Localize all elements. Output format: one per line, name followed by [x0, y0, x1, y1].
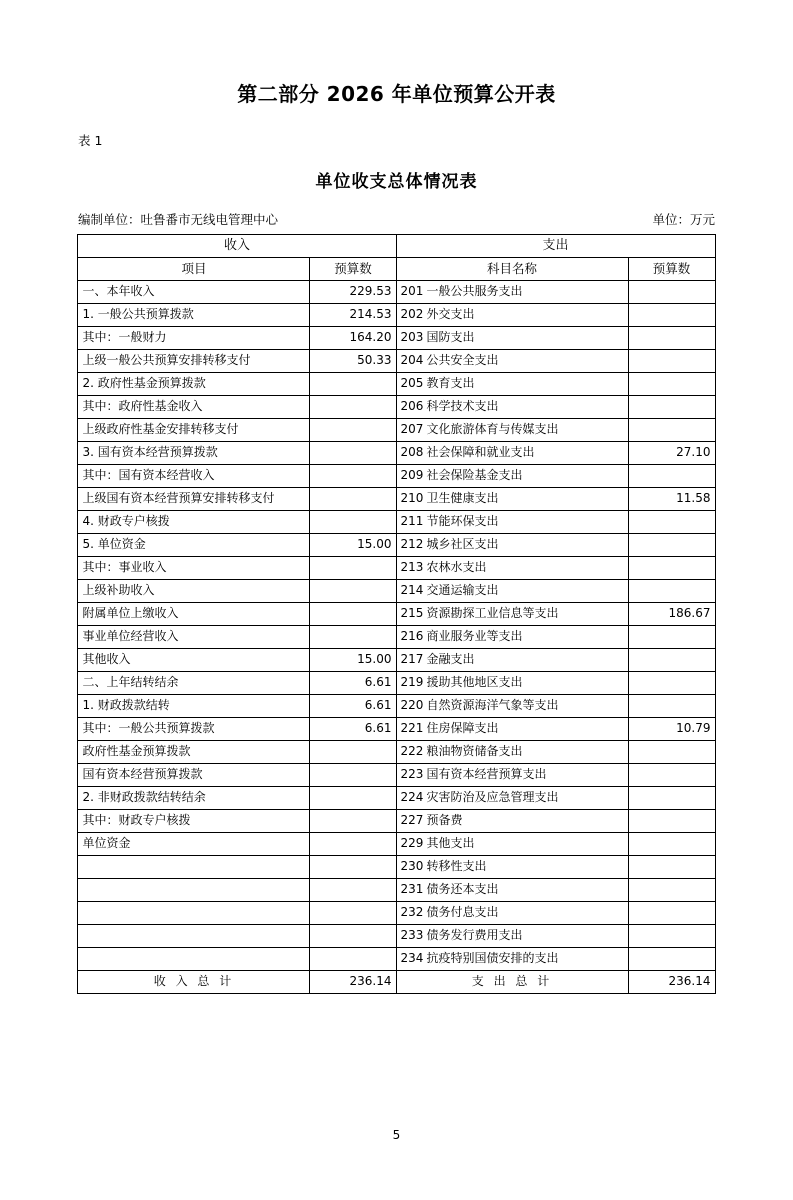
- expenditure-item-code: 215: [400, 606, 424, 621]
- income-item-label: 二、上年结转结余: [78, 672, 310, 695]
- income-item-label: 其中：一般财力: [78, 327, 310, 350]
- expenditure-item-label: [396, 557, 628, 580]
- expenditure-item-value: [628, 557, 715, 580]
- table-row: [78, 580, 715, 603]
- table-row: [78, 718, 715, 741]
- expenditure-item-value: 10.79: [628, 718, 715, 741]
- expenditure-item-name: 城乡社区支出: [426, 537, 499, 552]
- expenditure-item-code: 213: [400, 560, 424, 575]
- expenditure-item-value: 27.10: [628, 442, 715, 465]
- expenditure-item-name: 社会保障和就业支出: [426, 445, 535, 460]
- expenditure-item-code: 219: [400, 675, 424, 690]
- income-item-label: [78, 925, 310, 948]
- income-item-value: [310, 419, 396, 442]
- expenditure-item-label: [396, 879, 628, 902]
- expenditure-item-code: 214: [400, 583, 424, 598]
- income-item-value: 50.33: [310, 350, 396, 373]
- expenditure-item-name: 节能环保支出: [426, 514, 499, 529]
- table-row: [78, 304, 715, 327]
- table-row: [78, 833, 715, 856]
- income-item-value: 15.00: [310, 649, 396, 672]
- expenditure-item-value: 186.67: [628, 603, 715, 626]
- expenditure-item-name: 国有资本经营预算支出: [426, 767, 547, 782]
- expenditure-item-name: 粮油物资储备支出: [426, 744, 523, 759]
- income-item-value: [310, 925, 396, 948]
- income-item-value: [310, 856, 396, 879]
- expenditure-item-label: [396, 603, 628, 626]
- income-item-value: [310, 511, 396, 534]
- table-title: 单位收支总体情况表: [315, 172, 478, 192]
- income-item-label: 其中：财政专户核拨: [78, 810, 310, 833]
- expenditure-item-label: [396, 465, 628, 488]
- expenditure-item-name: 外交支出: [426, 307, 475, 322]
- expenditure-item-label: [396, 856, 628, 879]
- expenditure-item-value: [628, 787, 715, 810]
- expenditure-item-value: [628, 626, 715, 649]
- expenditure-item-code: 232: [400, 905, 424, 920]
- income-item-value: [310, 373, 396, 396]
- expenditure-item-code: 201: [400, 284, 424, 299]
- table-row: [78, 465, 715, 488]
- expenditure-item-value: [628, 281, 715, 304]
- income-item-value: 6.61: [310, 695, 396, 718]
- table-row: [78, 787, 715, 810]
- expenditure-item-label: [396, 925, 628, 948]
- income-item-label: [78, 948, 310, 971]
- table-body: [78, 281, 715, 971]
- expenditure-item-label: [396, 902, 628, 925]
- expenditure-item-name: 资源勘探工业信息等支出: [426, 606, 559, 621]
- income-item-value: [310, 741, 396, 764]
- table-row: [78, 442, 715, 465]
- expenditure-item-code: 208: [400, 445, 424, 460]
- expenditure-item-code: 230: [400, 859, 424, 874]
- expenditure-item-code: 216: [400, 629, 424, 644]
- expenditure-item-value: [628, 856, 715, 879]
- expenditure-item-name: 债务还本支出: [426, 882, 499, 897]
- expenditure-item-label: [396, 534, 628, 557]
- expenditure-item-value: [628, 465, 715, 488]
- expenditure-item-value: [628, 649, 715, 672]
- income-total-value: 236.14: [310, 971, 396, 994]
- expenditure-item-label: [396, 281, 628, 304]
- expenditure-item-name: 文化旅游体育与传媒支出: [426, 422, 559, 437]
- expenditure-total-value: 236.14: [628, 971, 715, 994]
- expenditure-item-name: 农林水支出: [426, 560, 487, 575]
- expenditure-item-value: [628, 695, 715, 718]
- income-item-label: 3. 国有资本经营预算拨款: [78, 442, 310, 465]
- income-item-value: [310, 580, 396, 603]
- income-item-value: 15.00: [310, 534, 396, 557]
- expenditure-item-name: 金融支出: [426, 652, 475, 667]
- expenditure-item-code: 229: [400, 836, 424, 851]
- expenditure-item-code: 223: [400, 767, 424, 782]
- expenditure-item-name: 转移性支出: [426, 859, 487, 874]
- expenditure-item-code: 233: [400, 928, 424, 943]
- expenditure-item-label: [396, 764, 628, 787]
- expenditure-item-code: 209: [400, 468, 424, 483]
- income-item-label: 上级补助收入: [78, 580, 310, 603]
- income-item-value: [310, 948, 396, 971]
- table-total-row: [78, 971, 715, 994]
- expenditure-item-name: 援助其他地区支出: [426, 675, 523, 690]
- expenditure-total-label: 支 出 总 计: [396, 971, 628, 994]
- expenditure-item-name: 债务付息支出: [426, 905, 499, 920]
- expenditure-item-value: [628, 511, 715, 534]
- table-row: [78, 948, 715, 971]
- expenditure-item-label: [396, 718, 628, 741]
- expenditure-item-name: 商业服务业等支出: [426, 629, 523, 644]
- expenditure-item-code: 224: [400, 790, 424, 805]
- expenditure-item-label: [396, 580, 628, 603]
- expenditure-item-code: 203: [400, 330, 424, 345]
- expenditure-item-value: [628, 304, 715, 327]
- expenditure-item-value: [628, 902, 715, 925]
- income-item-value: [310, 810, 396, 833]
- income-item-value: [310, 764, 396, 787]
- expenditure-item-name: 一般公共服务支出: [426, 284, 523, 299]
- expenditure-item-code: 221: [400, 721, 424, 736]
- expenditure-item-name: 其他支出: [426, 836, 475, 851]
- expenditure-item-name: 灾害防治及应急管理支出: [426, 790, 559, 805]
- expenditure-item-label: [396, 810, 628, 833]
- income-item-label: 其中：事业收入: [78, 557, 310, 580]
- expenditure-item-code: 217: [400, 652, 424, 667]
- income-item-label: 附属单位上缴收入: [78, 603, 310, 626]
- compiler-unit: 编制单位：吐鲁番市无线电管理中心: [78, 212, 279, 227]
- table-row: [78, 810, 715, 833]
- table-row: [78, 419, 715, 442]
- expenditure-item-code: 220: [400, 698, 424, 713]
- group-header-expenditure: 支出: [396, 235, 715, 258]
- income-item-label: 2. 政府性基金预算拨款: [78, 373, 310, 396]
- expenditure-item-value: [628, 580, 715, 603]
- income-item-label: 其他收入: [78, 649, 310, 672]
- income-item-value: 229.53: [310, 281, 396, 304]
- expenditure-item-name: 自然资源海洋气象等支出: [426, 698, 559, 713]
- expenditure-item-value: [628, 925, 715, 948]
- expenditure-item-label: [396, 787, 628, 810]
- page-number: 5: [392, 1128, 401, 1142]
- income-item-label: 政府性基金预算拨款: [78, 741, 310, 764]
- budget-table: [77, 234, 715, 994]
- table-row: [78, 902, 715, 925]
- income-item-label: 国有资本经营预算拨款: [78, 764, 310, 787]
- expenditure-item-label: [396, 695, 628, 718]
- income-item-value: [310, 442, 396, 465]
- expenditure-item-code: 231: [400, 882, 424, 897]
- table-row: [78, 350, 715, 373]
- expenditure-item-value: [628, 741, 715, 764]
- expenditure-item-name: 交通运输支出: [426, 583, 499, 598]
- expenditure-item-name: 卫生健康支出: [426, 491, 499, 506]
- expenditure-item-label: [396, 442, 628, 465]
- expenditure-item-code: 202: [400, 307, 424, 322]
- expenditure-item-label: [396, 304, 628, 327]
- expenditure-item-code: 212: [400, 537, 424, 552]
- expenditure-item-label: [396, 672, 628, 695]
- income-item-label: [78, 902, 310, 925]
- income-item-value: [310, 396, 396, 419]
- expenditure-item-code: 206: [400, 399, 424, 414]
- income-total-label: 收 入 总 计: [78, 971, 310, 994]
- column-header-income-budget: 预算数: [310, 258, 396, 281]
- table-row: [78, 626, 715, 649]
- income-item-value: [310, 833, 396, 856]
- table-row: [78, 557, 715, 580]
- expenditure-item-label: [396, 948, 628, 971]
- income-item-value: [310, 902, 396, 925]
- income-item-label: 2. 非财政拨款结转结余: [78, 787, 310, 810]
- income-item-value: 164.20: [310, 327, 396, 350]
- expenditure-item-code: 227: [400, 813, 424, 828]
- expenditure-item-name: 公共安全支出: [426, 353, 499, 368]
- expenditure-item-value: [628, 833, 715, 856]
- expenditure-item-code: 210: [400, 491, 424, 506]
- expenditure-item-code: 222: [400, 744, 424, 759]
- expenditure-item-value: [628, 948, 715, 971]
- expenditure-item-label: [396, 373, 628, 396]
- income-item-label: 单位资金: [78, 833, 310, 856]
- expenditure-item-label: [396, 833, 628, 856]
- expenditure-item-name: 国防支出: [426, 330, 475, 345]
- income-item-label: 上级一般公共预算安排转移支付: [78, 350, 310, 373]
- income-item-value: 6.61: [310, 718, 396, 741]
- expenditure-item-name: 科学技术支出: [426, 399, 499, 414]
- table-group-header-row: [78, 235, 715, 258]
- expenditure-item-name: 抗疫特别国债安排的支出: [426, 951, 559, 966]
- expenditure-item-value: [628, 419, 715, 442]
- expenditure-item-label: [396, 488, 628, 511]
- income-item-label: 其中：政府性基金收入: [78, 396, 310, 419]
- income-item-label: 1. 一般公共预算拨款: [78, 304, 310, 327]
- expenditure-item-value: [628, 396, 715, 419]
- expenditure-item-name: 社会保险基金支出: [426, 468, 523, 483]
- table-row: [78, 672, 715, 695]
- expenditure-item-code: 234: [400, 951, 424, 966]
- table-row: [78, 695, 715, 718]
- expenditure-item-label: [396, 741, 628, 764]
- table-row: [78, 488, 715, 511]
- expenditure-item-value: [628, 350, 715, 373]
- expenditure-item-value: [628, 672, 715, 695]
- expenditure-item-code: 205: [400, 376, 424, 391]
- expenditure-item-name: 预备费: [426, 813, 463, 828]
- currency-unit: 单位：万元: [652, 212, 715, 227]
- table-row: [78, 603, 715, 626]
- expenditure-item-value: [628, 373, 715, 396]
- income-item-value: 6.61: [310, 672, 396, 695]
- expenditure-item-value: [628, 764, 715, 787]
- expenditure-item-value: [628, 327, 715, 350]
- income-item-label: 1. 财政拨款结转: [78, 695, 310, 718]
- expenditure-item-label: [396, 511, 628, 534]
- income-item-value: [310, 465, 396, 488]
- column-header-income-item: 项目: [78, 258, 310, 281]
- table-row: [78, 741, 715, 764]
- expenditure-item-name: 教育支出: [426, 376, 475, 391]
- income-item-label: 上级政府性基金安排转移支付: [78, 419, 310, 442]
- income-item-label: 其中：一般公共预算拨款: [78, 718, 310, 741]
- expenditure-item-label: [396, 327, 628, 350]
- income-item-value: [310, 787, 396, 810]
- table-row: [78, 396, 715, 419]
- income-item-value: [310, 603, 396, 626]
- income-item-label: 上级国有资本经营预算安排转移支付: [78, 488, 310, 511]
- table-row: [78, 764, 715, 787]
- column-header-exp-budget: 预算数: [628, 258, 715, 281]
- expenditure-item-label: [396, 626, 628, 649]
- table-column-header-row: [78, 258, 715, 281]
- income-item-label: 一、本年收入: [78, 281, 310, 304]
- expenditure-item-label: [396, 649, 628, 672]
- income-item-label: 其中：国有资本经营收入: [78, 465, 310, 488]
- document-page: [0, 78, 793, 1200]
- expenditure-item-code: 204: [400, 353, 424, 368]
- table-meta: [78, 210, 715, 228]
- income-item-label: [78, 879, 310, 902]
- income-item-value: [310, 488, 396, 511]
- page-title: 第二部分 2026 年单位预算公开表: [237, 82, 556, 106]
- income-item-label: 5. 单位资金: [78, 534, 310, 557]
- expenditure-item-code: 211: [400, 514, 424, 529]
- table-row: [78, 649, 715, 672]
- income-item-label: 事业单位经营收入: [78, 626, 310, 649]
- expenditure-item-name: 债务发行费用支出: [426, 928, 523, 943]
- expenditure-item-value: [628, 879, 715, 902]
- income-item-value: [310, 557, 396, 580]
- expenditure-item-value: [628, 810, 715, 833]
- table-row: [78, 534, 715, 557]
- table-row: [78, 925, 715, 948]
- expenditure-item-value: [628, 534, 715, 557]
- expenditure-item-label: [396, 396, 628, 419]
- group-header-income: 收入: [78, 235, 396, 258]
- table-row: [78, 373, 715, 396]
- table-row: [78, 511, 715, 534]
- table-row: [78, 281, 715, 304]
- column-header-exp-item: 科目名称: [396, 258, 628, 281]
- table-label: 表 1: [78, 133, 103, 148]
- expenditure-item-value: 11.58: [628, 488, 715, 511]
- expenditure-item-name: 住房保障支出: [426, 721, 499, 736]
- expenditure-item-code: 207: [400, 422, 424, 437]
- income-item-label: [78, 856, 310, 879]
- income-item-value: [310, 879, 396, 902]
- income-item-value: 214.53: [310, 304, 396, 327]
- expenditure-item-label: [396, 350, 628, 373]
- income-item-label: 4. 财政专户核拨: [78, 511, 310, 534]
- table-row: [78, 879, 715, 902]
- income-item-value: [310, 626, 396, 649]
- expenditure-item-label: [396, 419, 628, 442]
- table-row: [78, 856, 715, 879]
- table-row: [78, 327, 715, 350]
